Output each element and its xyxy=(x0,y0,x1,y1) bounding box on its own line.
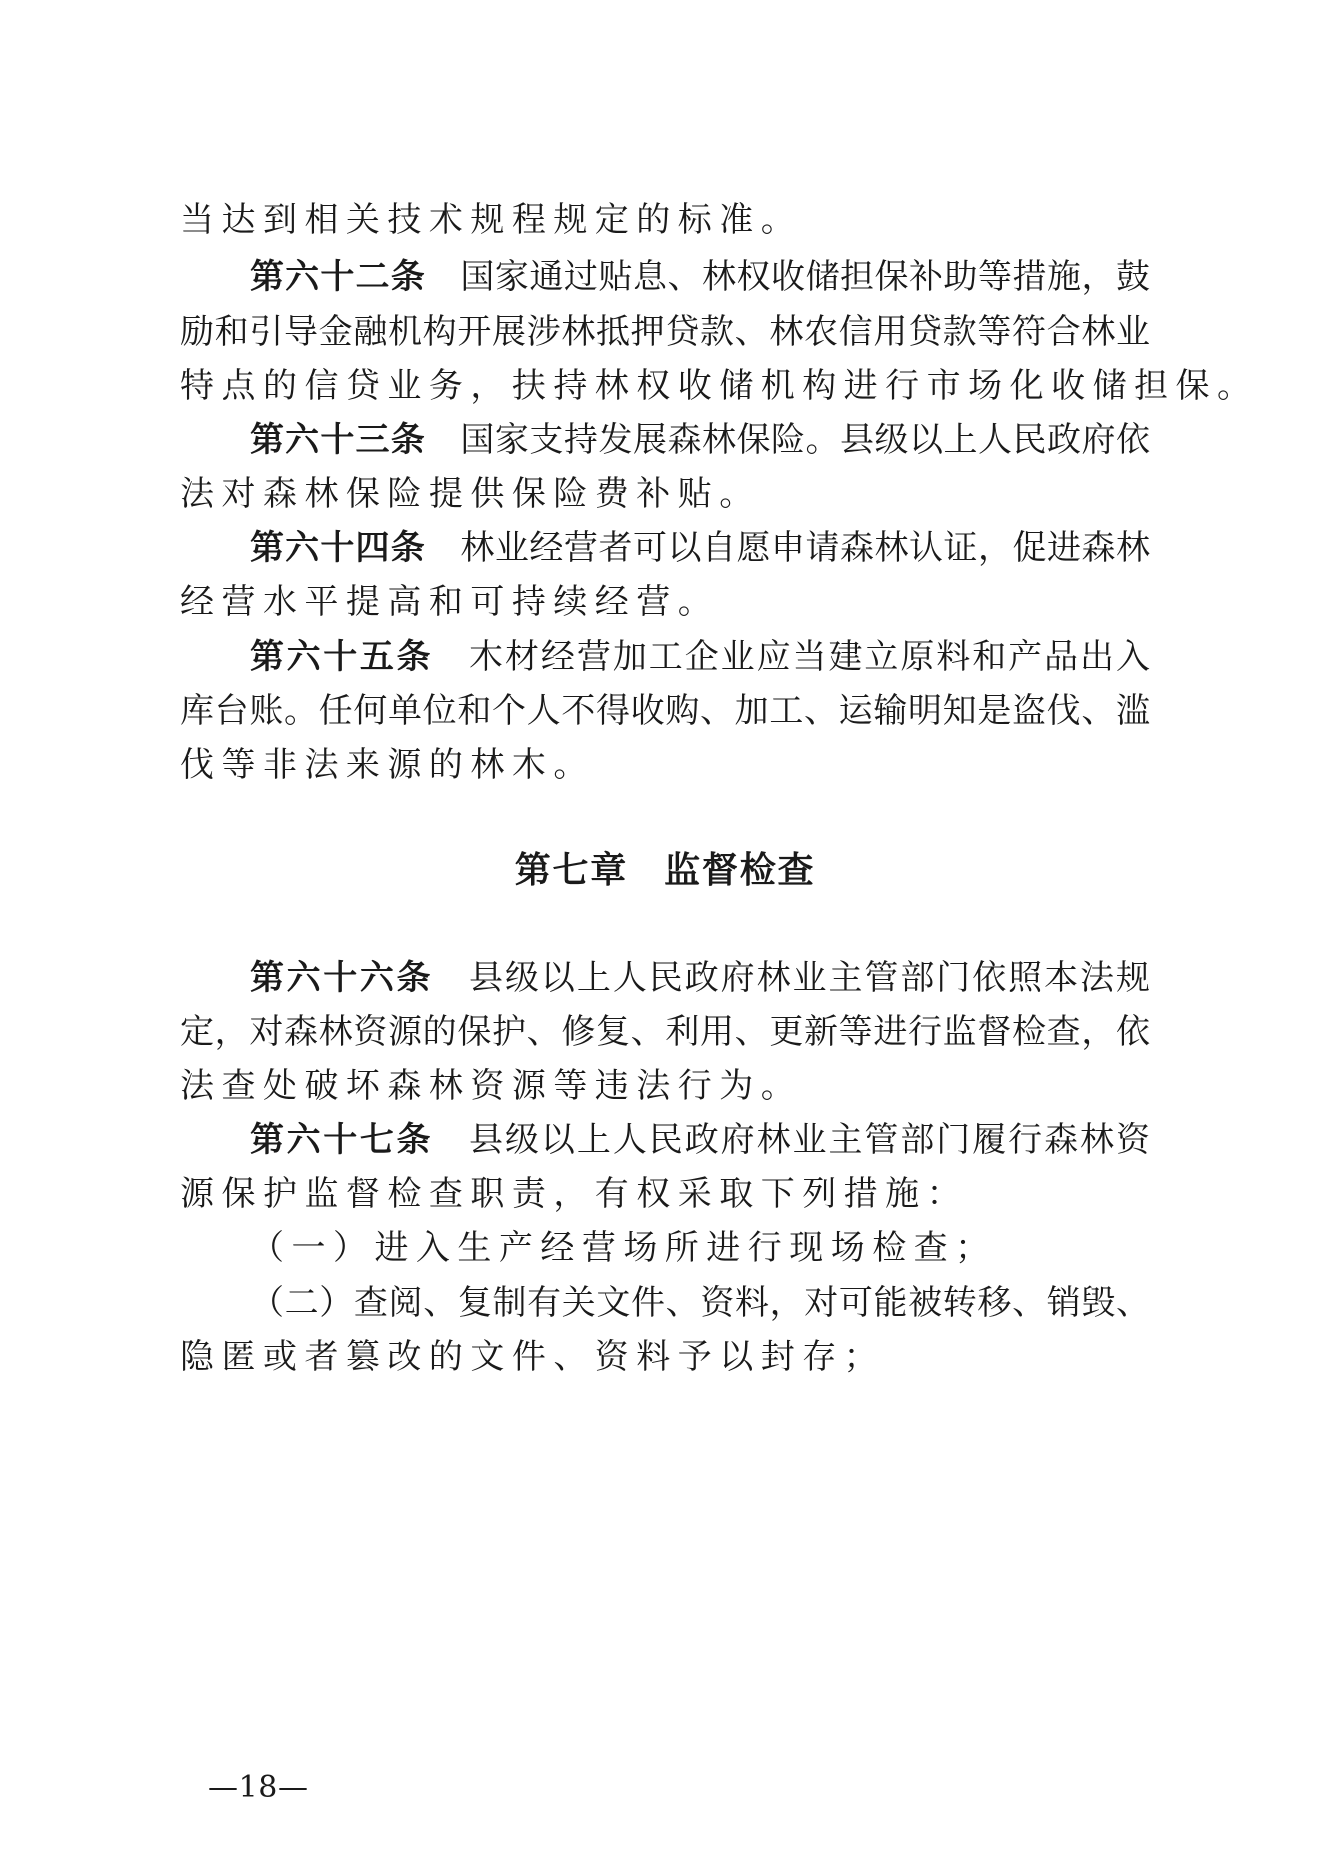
chapter-number: 第七章 xyxy=(514,850,629,891)
article-65-line xyxy=(250,637,1150,677)
article-64-line xyxy=(250,528,1150,568)
article-62-line xyxy=(250,257,1150,297)
article-67-line xyxy=(250,1120,1150,1160)
text-line xyxy=(180,691,1150,731)
article-number: 第六十三条 xyxy=(250,420,426,460)
text-line xyxy=(180,200,1150,240)
line-text: 法查处破坏森林资源等违法行为。 xyxy=(180,1066,803,1106)
line-text: 县级以上人民政府林业主管部门履行森林资 xyxy=(467,1120,1150,1160)
line-text: 国家通过贴息、林权收储担保补助等措施，鼓 xyxy=(459,257,1150,297)
line-text: 当达到相关技术规程规定的标准。 xyxy=(180,200,803,240)
line-text: （一）进入生产经营场所进行现场检查； xyxy=(250,1228,997,1268)
line-text: 定，对森林资源的保护、修复、利用、更新等进行监督检查，依 xyxy=(180,1012,1150,1052)
line-text: 经营水平提高和可持续经营。 xyxy=(180,582,720,622)
text-line xyxy=(180,1337,1150,1377)
line-text: （二）查阅、复制有关文件、资料，对可能被转移、销毁、 xyxy=(250,1283,1150,1323)
article-66-line xyxy=(250,958,1150,998)
text-line xyxy=(180,1066,1150,1106)
line-text: 木材经营加工企业应当建立原料和产品出入 xyxy=(467,637,1150,677)
line-text: 县级以上人民政府林业主管部门依照本法规 xyxy=(467,958,1150,998)
line-text: 伐等非法来源的林木。 xyxy=(180,745,595,785)
line-text: 国家支持发展森林保险。县级以上人民政府依 xyxy=(459,420,1150,460)
article-number: 第六十六条 xyxy=(250,958,434,998)
text-line xyxy=(180,745,1150,785)
text-line xyxy=(180,1012,1150,1052)
page-number: —18— xyxy=(208,1770,309,1805)
article-63-line xyxy=(250,420,1150,460)
article-number: 第六十七条 xyxy=(250,1120,434,1160)
line-text: 源保护监督检查职责，有权采取下列措施： xyxy=(180,1174,969,1214)
text-line xyxy=(180,312,1150,352)
text-line xyxy=(180,366,1259,406)
chapter-heading xyxy=(180,849,1150,893)
text-line xyxy=(180,1174,1150,1214)
list-item xyxy=(250,1228,1150,1268)
line-text: 林业经营者可以自愿申请森林认证，促进森林 xyxy=(459,528,1150,568)
article-number: 第六十四条 xyxy=(250,528,426,568)
article-number: 第六十二条 xyxy=(250,257,426,297)
line-text: 隐匿或者篡改的文件、资料予以封存； xyxy=(180,1337,886,1377)
line-text: 特点的信贷业务，扶持林权收储机构进行市场化收储担保。 xyxy=(180,366,1259,406)
text-line xyxy=(180,474,1150,514)
line-text: 库台账。任何单位和个人不得收购、加工、运输明知是盗伐、滥 xyxy=(180,691,1150,731)
line-text: 励和引导金融机构开展涉林抵押贷款、林农信用贷款等符合林业 xyxy=(180,312,1150,352)
text-line xyxy=(180,582,1150,622)
article-number: 第六十五条 xyxy=(250,637,434,677)
line-text: 法对森林保险提供保险费补贴。 xyxy=(180,474,761,514)
list-item xyxy=(250,1283,1150,1323)
chapter-title: 监督检查 xyxy=(664,850,816,891)
